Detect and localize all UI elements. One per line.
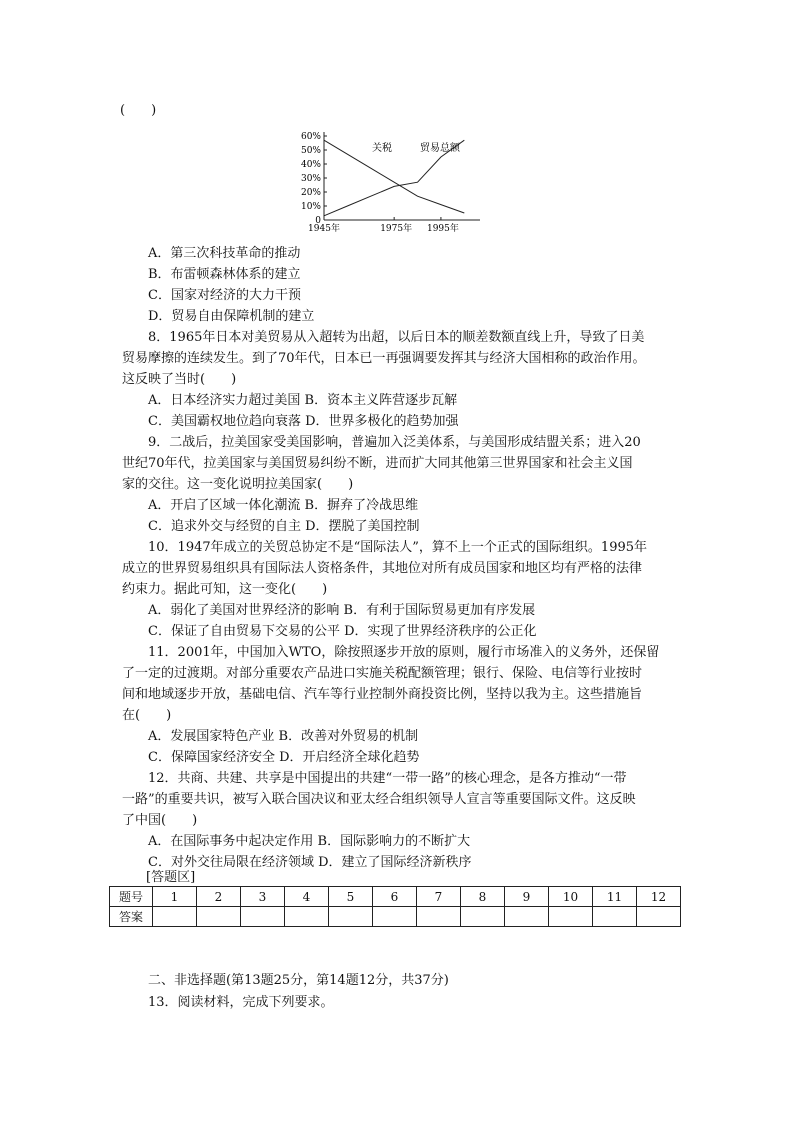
q9-stem-line: 家的交往。这一变化说明拉美国家( ) <box>122 477 354 492</box>
x-tick-label: 1945年 <box>308 224 340 234</box>
question-number-cell: 10 <box>549 887 593 907</box>
q8-stem-line: 这反映了当时( ) <box>122 372 237 387</box>
q9-options-cd[interactable]: C．追求外交与经贸的自主 D．摆脱了美国控制 <box>148 519 420 534</box>
q11-stem-line: 了一定的过渡期。对部分重要农产品进口实施关税配额管理；银行、保险、电信等行业按时 <box>122 666 643 681</box>
y-tick-label: 60% <box>300 132 321 142</box>
q7-option-c[interactable]: C．国家对经济的大力干预 <box>148 288 301 303</box>
q8-stem-line: 贸易摩擦的连续发生。到了70年代，日本已一再强调要发挥其与经济大国相称的政治作用。 <box>122 351 646 366</box>
answer-area-title: [答题区] <box>146 870 196 885</box>
question-number-cell: 6 <box>373 887 417 907</box>
answer-cell[interactable] <box>329 907 373 927</box>
q12-stem-line: 一路”的重要共识，被写入联合国决议和亚太经合组织领导人宣言等重要国际文件。这反映 <box>122 792 636 807</box>
y-tick-label: 20% <box>300 188 321 198</box>
x-tick-label: 1995年 <box>426 224 459 234</box>
tariff-trade-chart <box>280 126 520 236</box>
answer-fill-row <box>110 907 681 927</box>
answer-cell[interactable] <box>637 907 681 927</box>
answer-cell[interactable] <box>593 907 637 927</box>
q8-options-ab[interactable]: A．日本经济实力超过美国 B．资本主义阵营逐步瓦解 <box>148 393 458 408</box>
q7-option-d[interactable]: D．贸易自由保障机制的建立 <box>148 309 315 324</box>
q12-stem-line: 了中国( ) <box>122 813 198 828</box>
answer-cell[interactable] <box>461 907 505 927</box>
q10-stem-line: 约束力。据此可知，这一变化( ) <box>122 582 328 597</box>
answer-cell[interactable] <box>241 907 285 927</box>
answer-cell[interactable] <box>505 907 549 927</box>
q8-options-cd[interactable]: C．美国霸权地位趋向衰落 D．世界多极化的趋势加强 <box>148 414 459 429</box>
q10-stem-line: 10．1947年成立的关贸总协定不是“国际法人”，算不上一个正式的国际组织。1995年 <box>148 540 648 555</box>
q9-options-ab[interactable]: A．开启了区域一体化潮流 B．摒弃了冷战思维 <box>148 498 419 513</box>
answer-cell[interactable] <box>373 907 417 927</box>
q10-options-cd[interactable]: C．保证了自由贸易下交易的公平 D．实现了世界经济秩序的公正化 <box>148 624 537 639</box>
q10-options-ab[interactable]: A．弱化了美国对世界经济的影响 B．有利于国际贸易更加有序发展 <box>148 603 536 618</box>
question-number-cell: 12 <box>637 887 681 907</box>
row-label-answer: 答案 <box>110 907 153 927</box>
q11-stem-line: 11．2001年，中国加入WTO，除按照逐步开放的原则，履行市场准入的义务外，还保留 <box>148 645 660 660</box>
answer-table <box>109 886 681 927</box>
question-number-cell: 11 <box>593 887 637 907</box>
q10-stem-line: 成立的世界贸易组织具有国际法人资格条件，其地位对所有成员国家和地区均有严格的法律 <box>122 561 643 576</box>
legend-tariff: 关税 <box>372 143 392 154</box>
question-number-cell: 8 <box>461 887 505 907</box>
x-tick-label: 1975年 <box>380 224 413 234</box>
answer-cell[interactable] <box>153 907 197 927</box>
q9-stem-line: 世纪70年代，拉美国家与美国贸易纠纷不断，进而扩大同其他第三世界国家和社会主义国 <box>122 456 633 471</box>
answer-bracket: ( ) <box>120 103 157 118</box>
q7-option-a[interactable]: A．第三次科技革命的推动 <box>148 246 301 261</box>
q12-options-ab[interactable]: A．在国际事务中起决定作用 B．国际影响力的不断扩大 <box>148 834 471 849</box>
answer-cell[interactable] <box>549 907 593 927</box>
question-number-cell: 1 <box>153 887 197 907</box>
q7-option-b[interactable]: B．布雷顿森林体系的建立 <box>148 267 301 282</box>
q11-options-cd[interactable]: C．保障国家经济安全 D．开启经济全球化趋势 <box>148 750 420 765</box>
y-tick-label: 30% <box>300 174 321 184</box>
y-tick-label: 40% <box>300 160 321 170</box>
q8-stem-line: 8．1965年日本对美贸易从入超转为出超，以后日本的顺差数额直线上升，导致了日美 <box>148 330 645 345</box>
y-tick-label: 10% <box>300 202 321 212</box>
question-number-cell: 3 <box>241 887 285 907</box>
row-label-number: 题号 <box>110 887 153 907</box>
y-tick-labels <box>301 132 327 226</box>
answer-cell[interactable] <box>417 907 461 927</box>
y-tick-label: 0 <box>315 216 321 226</box>
q12-stem-line: 12．共商、共建、共享是中国提出的共建“一带一路”的核心理念，是各方推动“一带 <box>148 771 627 786</box>
q11-stem-line: 在( ) <box>122 708 172 723</box>
q12-options-cd[interactable]: C．对外交往局限在经济领域 D．建立了国际经济新秩序 <box>148 855 472 870</box>
question-number-cell: 9 <box>505 887 549 907</box>
q11-stem-line: 间和地域逐步开放，基础电信、汽车等行业控制外商投资比例，坚持以我为主。这些措施旨 <box>122 687 643 702</box>
y-tick-label: 50% <box>300 146 321 156</box>
answer-cell[interactable] <box>197 907 241 927</box>
q13-instruction: 13．阅读材料，完成下列要求。 <box>148 995 334 1010</box>
answer-number-row <box>110 887 681 907</box>
question-number-cell: 7 <box>417 887 461 907</box>
question-number-cell: 2 <box>197 887 241 907</box>
q11-options-ab[interactable]: A．发展国家特色产业 B．改善对外贸易的机制 <box>148 729 419 744</box>
legend-trade-total: 贸易总额 <box>420 143 460 154</box>
answer-cell[interactable] <box>285 907 329 927</box>
q9-stem-line: 9．二战后，拉美国家受美国影响，普遍加入泛美体系，与美国形成结盟关系；进入20 <box>148 435 641 450</box>
section-2-heading: 二、非选择题(第13题25分，第14题12分，共37分) <box>148 973 449 988</box>
question-number-cell: 5 <box>329 887 373 907</box>
question-number-cell: 4 <box>285 887 329 907</box>
